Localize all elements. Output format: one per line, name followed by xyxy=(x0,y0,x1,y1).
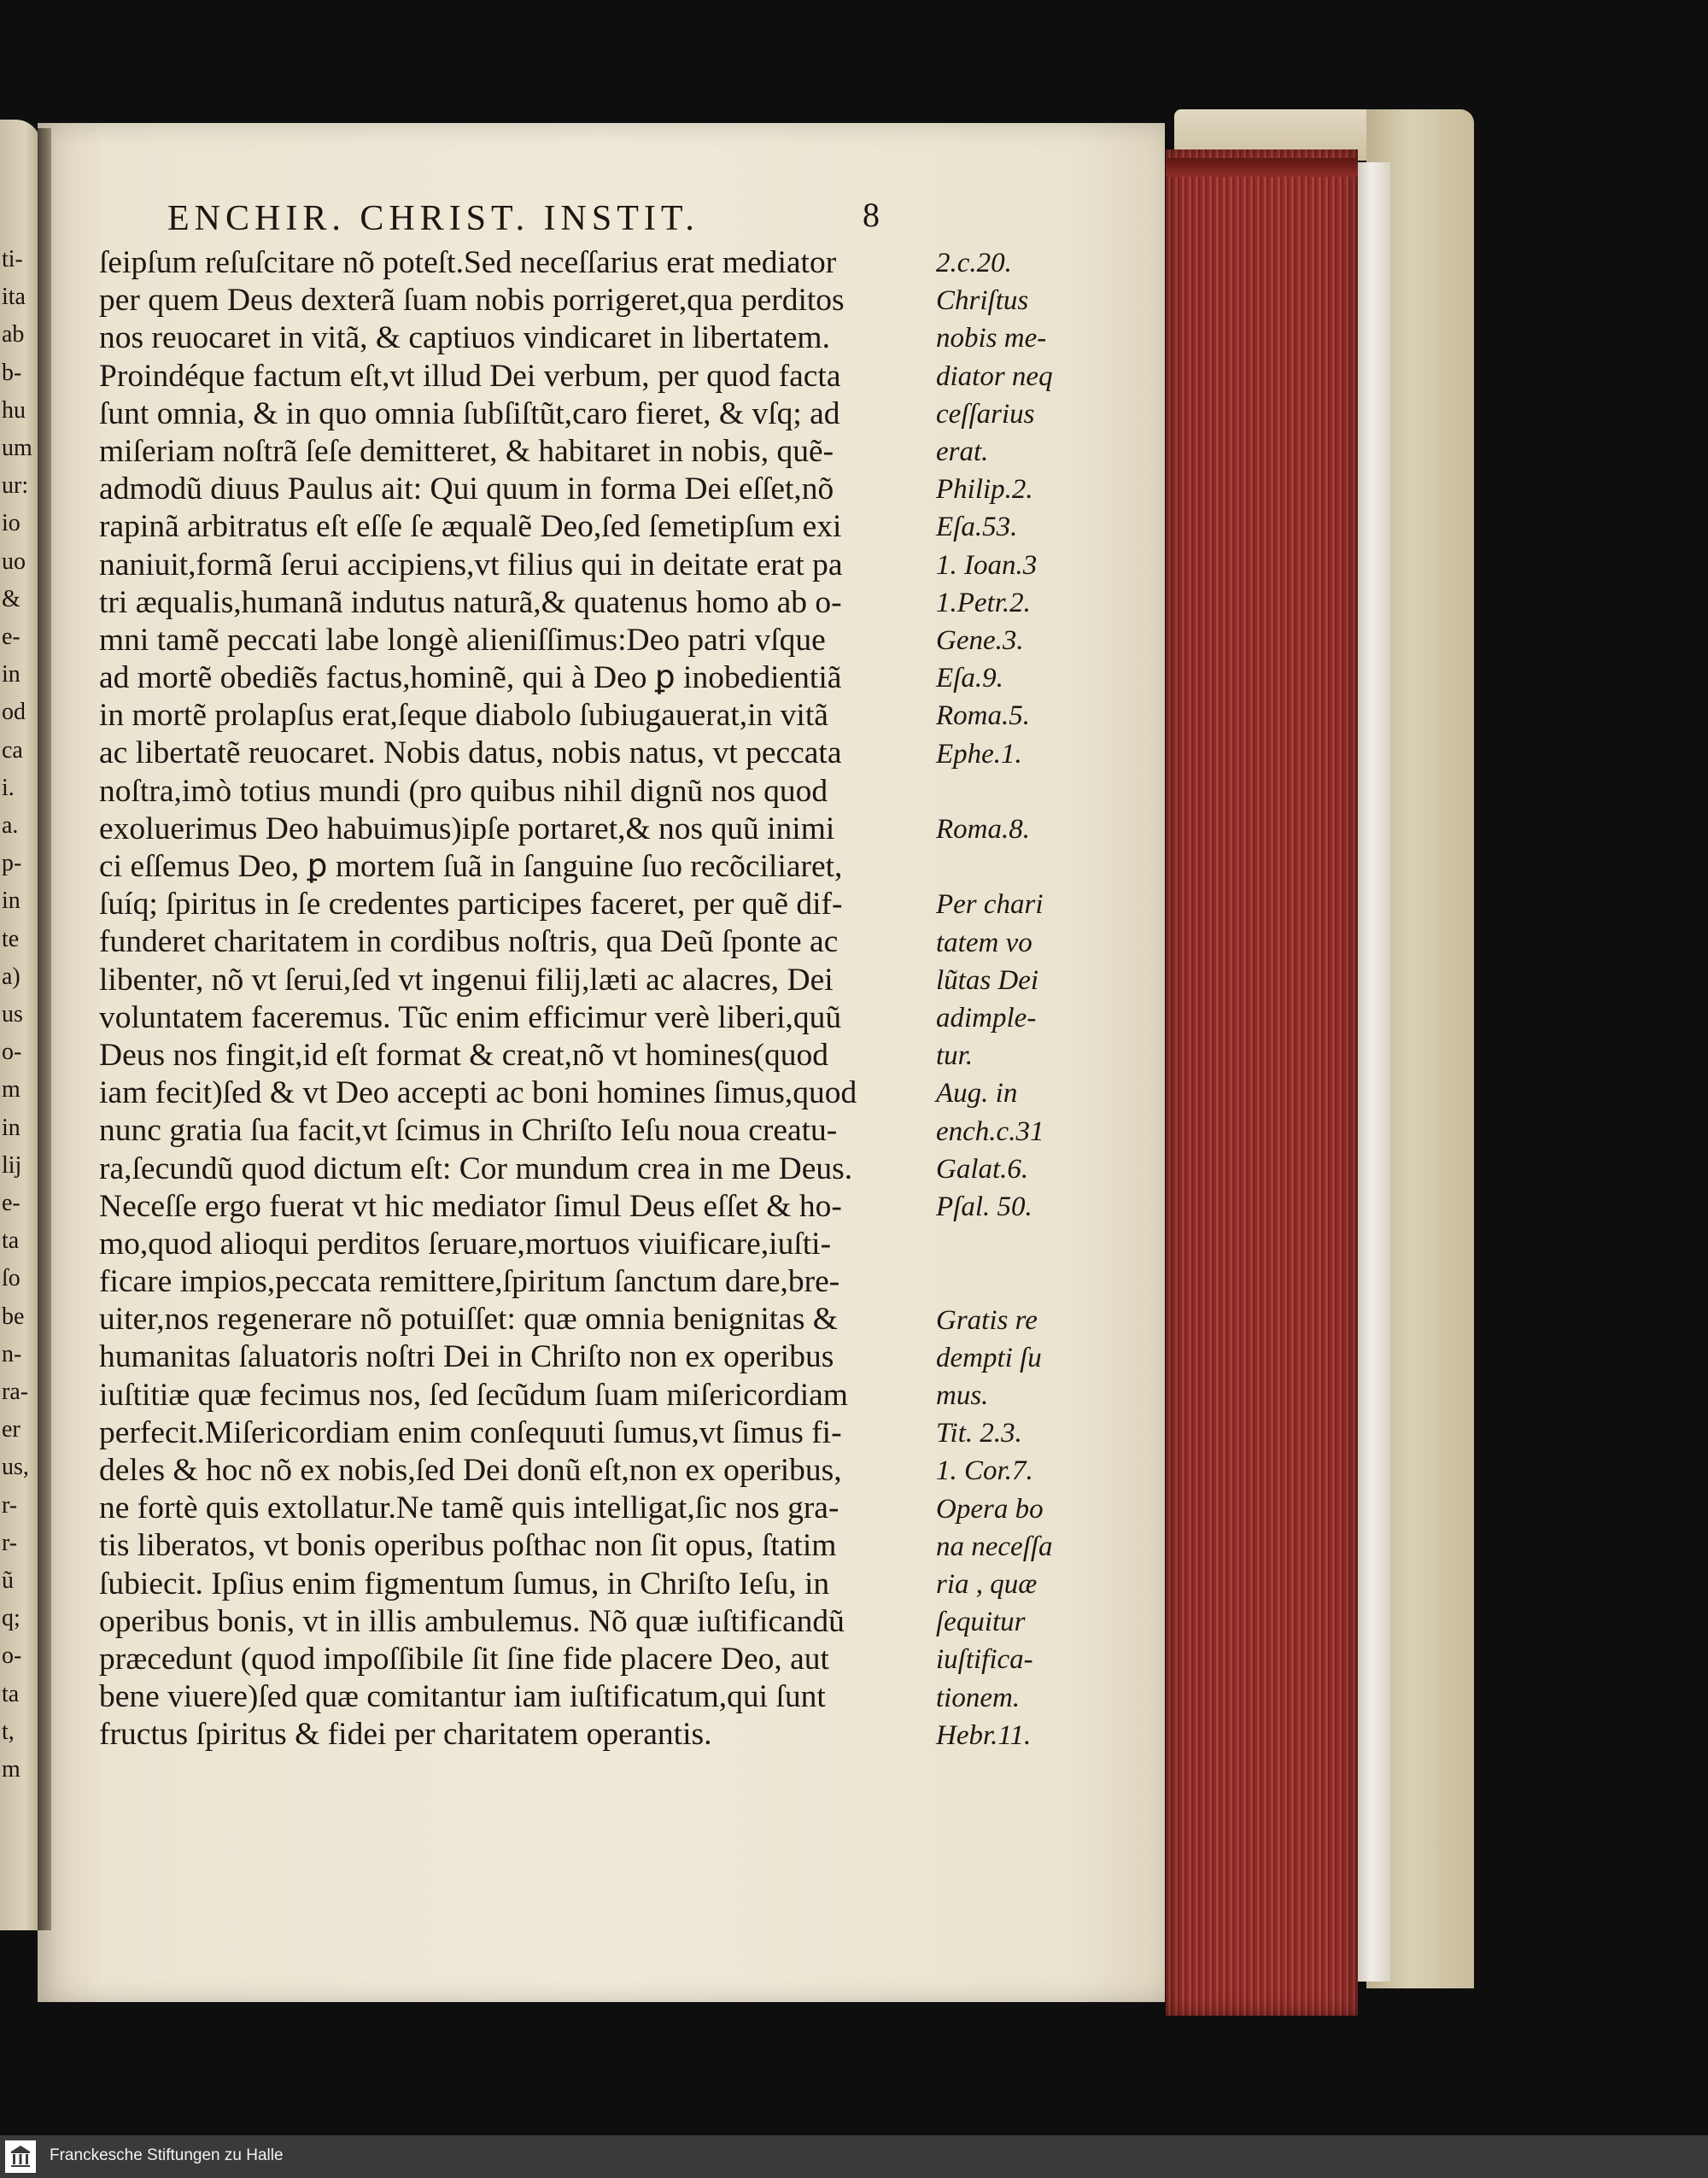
left-page-fragment: lij xyxy=(2,1151,22,1179)
margin-note: ceſſarius xyxy=(936,398,1035,430)
text-line: operibus bonis, vt in illis ambulemus. Nõ quæ iuſtificandũ xyxy=(99,1603,845,1639)
text-line: Deus nos fingit,id eſt format & creat,nõ vt homines(quod xyxy=(99,1037,829,1073)
margin-note: tatem vo xyxy=(936,927,1032,958)
left-page-edge xyxy=(0,120,41,1930)
text-line: funderet charitatem in cordibus noſtris, qua Deũ ſponte ac xyxy=(99,924,839,960)
red-page-edges xyxy=(1166,149,1358,2016)
left-page-fragment: q; xyxy=(2,1605,20,1632)
text-line: tri æqualis,humanã indutus naturã,& quatenus homo ab o- xyxy=(99,584,842,620)
left-page-fragment: ur: xyxy=(2,472,29,500)
margin-note: mus. xyxy=(936,1380,989,1411)
left-page-fragment: ũ xyxy=(2,1567,14,1594)
margin-note: Tit. 2.3. xyxy=(936,1418,1022,1449)
margin-note: Per chari xyxy=(936,889,1044,921)
left-page-fragment: n- xyxy=(2,1340,22,1367)
margin-note: Eſa.53. xyxy=(936,512,1018,543)
left-page-fragment: er xyxy=(2,1416,20,1443)
margin-note: nobis me- xyxy=(936,323,1047,354)
left-page-fragment: p- xyxy=(2,850,22,877)
text-line: præcedunt (quod impoſſibile ſit ſine fide placere Deo, aut xyxy=(99,1641,829,1677)
left-page-fragment: a) xyxy=(2,963,20,990)
left-page-fragment: in xyxy=(2,661,20,688)
margin-note: 2.c.20. xyxy=(936,248,1012,278)
margin-note: Ephe.1. xyxy=(936,738,1022,770)
text-line: Proindéque factum eſt,vt illud Dei verbum, per quod facta xyxy=(99,358,841,394)
text-line: rapinã arbitratus eſt eſſe ſe æqualẽ Deo,ſed ſemetipſum exi xyxy=(99,509,842,545)
left-page-fragment: ca xyxy=(2,736,23,764)
text-line: noſtra,imò totius mundi (pro quibus nihil dignũ nos quod xyxy=(99,773,828,809)
left-page-fragment: e- xyxy=(2,624,20,650)
left-page-fragment: m xyxy=(2,1756,20,1783)
left-page-fragment: r- xyxy=(2,1491,18,1519)
margin-note: Pſal. 50. xyxy=(936,1191,1032,1222)
left-page-fragment: o- xyxy=(2,1039,22,1066)
text-line: Neceſſe ergo fuerat vt hic mediator ſimul Deus eſſet & ho- xyxy=(99,1188,842,1224)
left-page-fragment: hu xyxy=(2,396,26,424)
margin-note: Galat.6. xyxy=(936,1153,1029,1185)
left-page-fragment: ta xyxy=(2,1680,20,1707)
margin-note: lũtas Dei xyxy=(936,964,1039,996)
margin-note: Hebr.11. xyxy=(936,1719,1032,1751)
text-line: nos reuocaret in vitã, & captiuos vindicaret in libertatem. xyxy=(99,320,830,356)
left-page-fragment: ab xyxy=(2,321,25,348)
book-gutter xyxy=(38,128,51,1930)
text-line: ci eſſemus Deo, ꝑ mortem ſuã in ſanguine ſuo recõciliaret, xyxy=(99,849,843,884)
left-page-fragment: ſo xyxy=(2,1265,20,1292)
left-page-fragment: te xyxy=(2,925,20,952)
left-page-fragment: um xyxy=(2,435,32,461)
text-line: mni tamẽ peccati labe longè alieniſſimus:Deo patri vſque xyxy=(99,622,826,658)
margin-note: 1.Petr.2. xyxy=(936,587,1031,618)
text-line: nunc gratia ſua facit,vt ſcimus in Chriſto Ieſu noua creatu- xyxy=(99,1113,838,1149)
text-line: admodũ diuus Paulus ait: Qui quum in forma Dei eſſet,nõ xyxy=(99,471,834,507)
margin-note: Gratis re xyxy=(936,1304,1038,1336)
institution-name: Franckesche Stiftungen zu Halle xyxy=(50,2146,284,2164)
margin-note: iuſtifica- xyxy=(936,1644,1033,1676)
margin-note: Opera bo xyxy=(936,1493,1044,1525)
margin-note: tionem. xyxy=(936,1682,1021,1713)
left-page-fragment: o- xyxy=(2,1642,22,1670)
margin-note: tur. xyxy=(936,1040,974,1072)
text-line: uiter,nos regenerare nõ potuiſſet: quæ omnia benignitas & xyxy=(99,1302,838,1338)
text-line: voluntatem faceremus. Tũc enim efficimur verè liberi,quũ xyxy=(99,999,842,1035)
endpaper-strip xyxy=(1358,162,1390,1982)
text-line: ad mortẽ obediẽs factus,hominẽ, qui à Deo ꝑ inobedientiã xyxy=(99,660,842,696)
left-page-fragment: & xyxy=(2,585,20,612)
text-line: naniuit,formã ſerui accipiens,vt filius qui in deitate erat pa xyxy=(99,547,843,583)
text-line: ſeipſum reſuſcitare nõ poteſt.Sed neceſſarius erat mediator xyxy=(99,245,837,280)
text-line: exoluerimus Deo habuimus)ipſe portaret,& nos quũ inimi xyxy=(99,811,835,846)
footer-bar xyxy=(0,2135,1708,2178)
margin-note: adimple- xyxy=(936,1003,1037,1033)
margin-note: Roma.8. xyxy=(936,814,1030,845)
margin-note: na neceſſa xyxy=(936,1531,1053,1562)
margin-note: Roma.5. xyxy=(936,700,1030,732)
text-line: ficare impios,peccata remittere,ſpiritum ſanctum dare,bre- xyxy=(99,1264,840,1300)
text-line: perfecit.Miſericordiam enim conſequuti ſumus,vt ſimus fi- xyxy=(99,1414,842,1450)
margin-note: Philip.2. xyxy=(936,474,1033,506)
margin-note: erat. xyxy=(936,436,989,467)
left-page-fragment: in xyxy=(2,887,20,915)
margin-note: ſequitur xyxy=(936,1607,1026,1638)
text-line: ſunt omnia, & in quo omnia ſubſiſtũt,caro fieret, & vſq; ad xyxy=(99,395,840,431)
margin-note: Aug. in xyxy=(936,1078,1018,1109)
text-line: iam fecit)ſed & vt Deo accepti ac boni homines ſimus,quod xyxy=(99,1075,857,1111)
margin-note: Gene.3. xyxy=(936,625,1024,656)
text-line: ſuíq; ſpiritus in ſe credentes participes faceret, per quẽ dif- xyxy=(99,887,843,922)
text-line: tis liberatos, vt bonis operibus poſthac non ſit opus, ſtatim xyxy=(99,1528,837,1564)
left-page-fragment: e- xyxy=(2,1190,20,1216)
left-page-fragment: od xyxy=(2,699,26,726)
left-page-fragment: t, xyxy=(2,1718,15,1745)
text-line: humanitas ſaluatoris noſtri Dei in Chriſto non ex operibus xyxy=(99,1339,834,1375)
text-line: bene viuere)ſed quæ comitantur iam iuſtificatum,qui ſunt xyxy=(99,1679,826,1715)
margin-note: ench.c.31 xyxy=(936,1115,1044,1147)
left-page-fragment: uo xyxy=(2,547,26,575)
text-line: per quem Deus dexterã ſuam nobis porrigeret,qua perditos xyxy=(99,283,845,319)
text-line: ac libertatẽ reuocaret. Nobis datus, nobis natus, vt peccata xyxy=(99,735,842,771)
left-page-fragment: us, xyxy=(2,1454,29,1481)
text-line: miſeriam noſtrã ſeſe demitteret, & habitaret in nobis, quẽ- xyxy=(99,433,834,469)
margin-note: Eſa.9. xyxy=(936,663,1003,694)
left-page-fragment: i. xyxy=(2,774,15,801)
text-line: iuſtitiæ quæ fecimus nos, ſed ſecũdum ſuam miſericordiam xyxy=(99,1377,848,1413)
left-page-fragment: m xyxy=(2,1076,20,1104)
margin-note: Chriſtus xyxy=(936,285,1029,317)
text-line: mo,quod alioqui perditos ſeruare,mortuos viuificare,iuſti- xyxy=(99,1226,832,1262)
red-page-edges-top xyxy=(1166,158,1358,177)
left-page-fragment: ra- xyxy=(2,1379,29,1405)
text-line: ra,ſecundũ quod dictum eſt: Cor mundum crea in me Deus. xyxy=(99,1150,853,1186)
running-header: ENCHIR. CHRIST. INSTIT. xyxy=(167,199,699,238)
page-number: 8 xyxy=(863,196,880,234)
text-line: ſubiecit. Ipſius enim figmentum ſumus, in Chriſto Ieſu, in xyxy=(99,1566,830,1601)
text-line: fructus ſpiritus & fidei per charitatem operantis. xyxy=(99,1717,712,1753)
left-page-fragment: ti- xyxy=(2,246,23,272)
margin-note: 1. Ioan.3 xyxy=(936,549,1038,581)
left-page-fragment: in xyxy=(2,1114,20,1141)
left-page-fragment: ita xyxy=(2,284,26,311)
left-page-fragment: r- xyxy=(2,1529,18,1556)
margin-note: dempti ſu xyxy=(936,1342,1042,1373)
margin-note: diator neq xyxy=(936,360,1053,392)
text-line: deles & hoc nõ ex nobis,ſed Dei donũ eſt,non ex operibus, xyxy=(99,1453,842,1488)
left-page-fragment: us xyxy=(2,1001,23,1028)
left-page-fragment: b- xyxy=(2,359,22,386)
margin-note: ria , quæ xyxy=(936,1569,1038,1600)
left-page-fragment: io xyxy=(2,510,20,537)
margin-note: 1. Cor.7. xyxy=(936,1455,1033,1487)
institution-logo-icon xyxy=(5,2140,36,2173)
text-line: libenter, nõ vt ſerui,ſed vt ingenui filij,læti ac alacres, Dei xyxy=(99,962,834,998)
left-page-fragment: ta xyxy=(2,1227,20,1255)
text-line: in mortẽ prolapſus erat,ſeque diabolo ſubiugauerat,in vitã xyxy=(99,698,828,734)
left-page-fragment: be xyxy=(2,1303,25,1330)
left-page-fragment: a. xyxy=(2,812,19,839)
body-text xyxy=(99,244,953,1754)
text-line: ne fortè quis extollatur.Ne tamẽ quis intelligat,ſic nos gra- xyxy=(99,1490,839,1526)
